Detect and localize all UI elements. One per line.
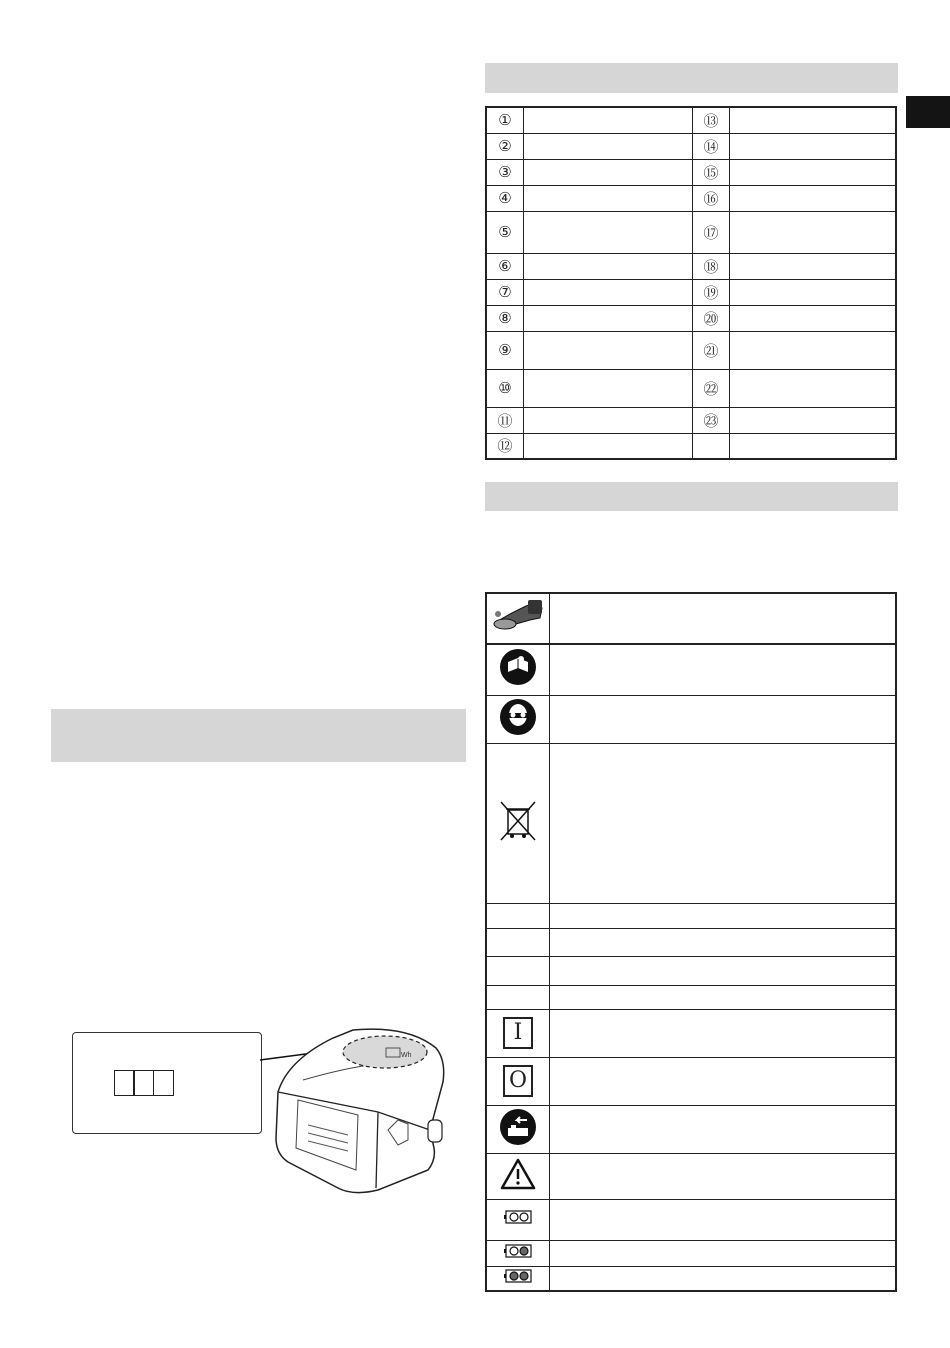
battery-indicator-two-on-icon bbox=[486, 1266, 550, 1291]
part-name-right bbox=[730, 133, 897, 159]
part-number-right: ⑭ bbox=[693, 133, 730, 159]
part-number-right: ㉒ bbox=[693, 369, 730, 407]
battery-pack-illustration bbox=[258, 1020, 458, 1195]
part-name-left bbox=[524, 107, 693, 133]
symbol-blank bbox=[486, 903, 550, 928]
symbol-blank bbox=[486, 928, 550, 956]
part-number-right: ⑯ bbox=[693, 185, 730, 211]
part-number-left: ⑦ bbox=[486, 279, 524, 305]
part-name-right bbox=[730, 159, 897, 185]
part-name-left bbox=[524, 253, 693, 279]
symbol-description bbox=[550, 1266, 897, 1291]
part-number-left: ③ bbox=[486, 159, 524, 185]
section-bar-parts bbox=[485, 63, 898, 93]
part-name-right bbox=[730, 369, 897, 407]
battery-label-callout bbox=[72, 1032, 262, 1134]
switch-off-glyph: O bbox=[503, 1065, 533, 1097]
parts-row bbox=[486, 369, 896, 407]
label-cell bbox=[153, 1070, 174, 1096]
part-number-left: ⑪ bbox=[486, 407, 524, 433]
label-digit-cells bbox=[115, 1070, 174, 1096]
part-name-left bbox=[524, 185, 693, 211]
part-number-left: ④ bbox=[486, 185, 524, 211]
part-name-left bbox=[524, 133, 693, 159]
part-name-right bbox=[730, 305, 897, 331]
switch-on-icon bbox=[486, 1009, 550, 1057]
battery-indicator-two-off-icon bbox=[486, 1199, 550, 1240]
part-number-right: ㉓ bbox=[693, 407, 730, 433]
part-number-left: ⑤ bbox=[486, 211, 524, 253]
symbol-description bbox=[550, 644, 897, 695]
symbol-description bbox=[550, 695, 897, 743]
symbol-description bbox=[550, 928, 897, 956]
part-name-right bbox=[730, 253, 897, 279]
symbol-description bbox=[550, 956, 897, 985]
part-name-left bbox=[524, 407, 693, 433]
part-number-right: ⑮ bbox=[693, 159, 730, 185]
switch-on-glyph: I bbox=[503, 1017, 533, 1049]
read-manual-icon bbox=[486, 644, 550, 695]
language-tab[interactable] bbox=[906, 96, 950, 128]
part-number-left: ⑧ bbox=[486, 305, 524, 331]
part-name-left bbox=[524, 279, 693, 305]
part-number-left: ⑩ bbox=[486, 369, 524, 407]
part-name-left bbox=[524, 159, 693, 185]
battery-indicator-one-on-icon bbox=[486, 1240, 550, 1266]
battery-wh-label: Wh bbox=[401, 1052, 412, 1059]
part-name-left bbox=[524, 369, 693, 407]
part-name-right bbox=[730, 107, 897, 133]
parts-table bbox=[485, 106, 897, 460]
symbol-blank bbox=[486, 985, 550, 1009]
part-number-right: ⑳ bbox=[693, 305, 730, 331]
section-bar-left bbox=[51, 709, 466, 762]
symbol-blank bbox=[486, 956, 550, 985]
warning-triangle-icon bbox=[486, 1153, 550, 1199]
parts-row bbox=[486, 433, 896, 459]
parts-row bbox=[486, 305, 896, 331]
switch-off-icon bbox=[486, 1057, 550, 1105]
symbols-table bbox=[485, 592, 897, 1292]
crossed-out-bin-icon bbox=[486, 743, 550, 903]
symbol-description bbox=[550, 903, 897, 928]
part-number-left: ⑨ bbox=[486, 331, 524, 369]
part-number-right: ㉑ bbox=[693, 331, 730, 369]
part-number-left: ⑫ bbox=[486, 433, 524, 459]
symbol-description bbox=[550, 593, 897, 644]
parts-row bbox=[486, 407, 896, 433]
part-name-right bbox=[730, 331, 897, 369]
parts-row bbox=[486, 159, 896, 185]
part-number-right: ⑰ bbox=[693, 211, 730, 253]
parts-row bbox=[486, 133, 896, 159]
angle-grinder-icon bbox=[486, 593, 550, 644]
part-number-right: ⑲ bbox=[693, 279, 730, 305]
symbol-description bbox=[550, 1009, 897, 1057]
parts-row bbox=[486, 107, 896, 133]
symbol-description bbox=[550, 1057, 897, 1105]
part-name-left bbox=[524, 433, 693, 459]
symbol-description bbox=[550, 985, 897, 1009]
disconnect-battery-icon bbox=[486, 1105, 550, 1153]
part-name-right bbox=[730, 185, 897, 211]
parts-row bbox=[486, 211, 896, 253]
parts-row bbox=[486, 331, 896, 369]
symbol-description bbox=[550, 1153, 897, 1199]
part-name-right bbox=[730, 433, 897, 459]
label-cell bbox=[133, 1070, 154, 1096]
part-number-left: ⑥ bbox=[486, 253, 524, 279]
label-cell bbox=[114, 1070, 135, 1096]
symbol-description bbox=[550, 1199, 897, 1240]
parts-row bbox=[486, 185, 896, 211]
part-name-right bbox=[730, 279, 897, 305]
part-name-right bbox=[730, 211, 897, 253]
part-number-right bbox=[693, 433, 730, 459]
eye-protection-icon bbox=[486, 695, 550, 743]
part-number-right: ⑬ bbox=[693, 107, 730, 133]
part-name-left bbox=[524, 211, 693, 253]
symbol-description bbox=[550, 1105, 897, 1153]
part-number-left: ① bbox=[486, 107, 524, 133]
symbol-description bbox=[550, 743, 897, 903]
part-name-left bbox=[524, 305, 693, 331]
part-name-right bbox=[730, 407, 897, 433]
parts-row bbox=[486, 279, 896, 305]
parts-row bbox=[486, 253, 896, 279]
part-number-left: ② bbox=[486, 133, 524, 159]
section-bar-symbols bbox=[485, 482, 898, 511]
part-name-left bbox=[524, 331, 693, 369]
symbol-description bbox=[550, 1240, 897, 1266]
part-number-right: ⑱ bbox=[693, 253, 730, 279]
